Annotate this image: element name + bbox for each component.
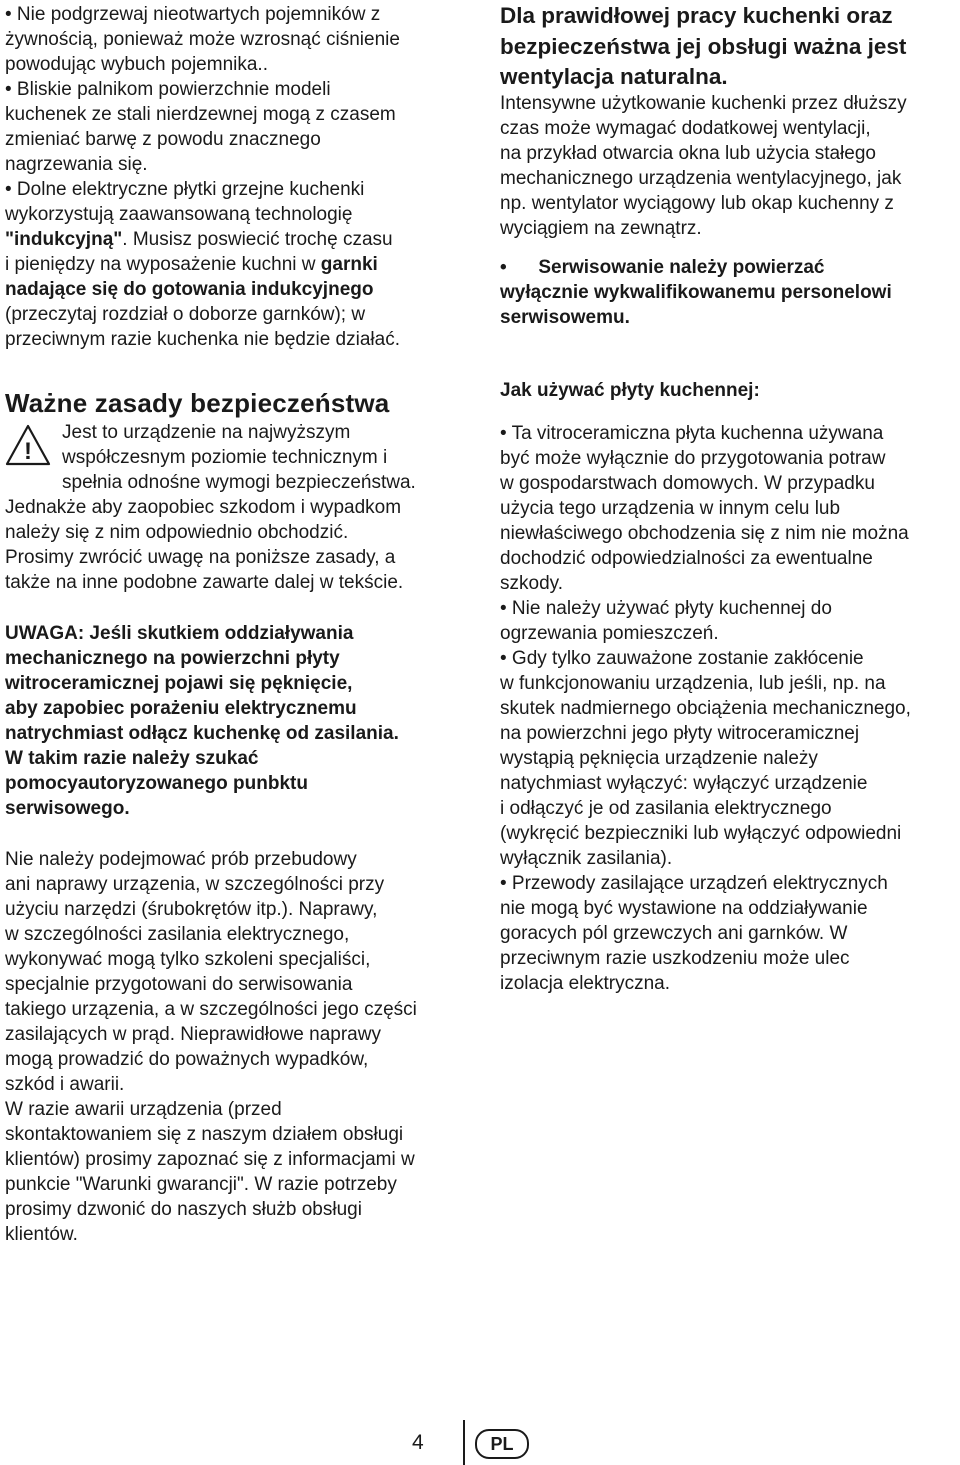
text-line: niewłaściwego obchodzenia się z nim nie można <box>500 523 909 544</box>
text-line: zmieniać barwę z powodu znacznego <box>5 129 321 150</box>
text-line: UWAGA: Jeśli skutkiem oddziaływania <box>5 623 354 644</box>
text-line: wyłącznie wykwalifikowanemu personelowi <box>500 282 892 303</box>
text-line: należy się z nim odpowiednio obchodzić. <box>5 522 349 543</box>
text-line: prosimy dzwonić do naszych służb obsługi <box>5 1199 362 1220</box>
text-line: na przykład otwarcia okna lub użycia stałego <box>500 143 876 164</box>
warning-symbol: ! <box>24 438 32 465</box>
text-line: użyciu narzędzi (śrubokrętów itp.). Naprawy, <box>5 899 378 920</box>
text-line: serwisowemu. <box>500 307 630 328</box>
text-line: • Ta vitroceramiczna płyta kuchenna używana <box>500 423 884 444</box>
text-line: (przeczytaj rozdział o doborze garnków); w <box>5 304 366 325</box>
howto-heading: Jak używać płyty kuchennej: <box>500 380 760 401</box>
text-line: na powierzchni jego płyty witroceramicznej <box>500 723 860 744</box>
text-line: skutek nadmiernego obciążenia mechanicznego, <box>500 698 911 719</box>
text-line: np. wentylator wyciągowy lub okap kuchenny z <box>500 193 894 214</box>
warning-notice <box>5 621 465 821</box>
heading-line: bezpieczeństwa jej obsługi ważna jest <box>500 34 907 59</box>
text-line: także na inne podobne zawarte dalej w tekście. <box>5 572 404 593</box>
text-line: nie mogą być wystawione na oddziaływanie <box>500 898 868 919</box>
text-line: w gospodarstwach domowych. W przypadku <box>500 473 875 494</box>
text-line: klientów) prosimy zapoznać się z informacjami w <box>5 1149 415 1170</box>
repair-text <box>5 847 465 1247</box>
text-line: natychmiast wyłączyć: wyłączyć urządzenie <box>500 773 868 794</box>
text-line: mechanicznego na powierzchni płyty <box>5 648 340 669</box>
page-number: 4 <box>412 1431 424 1454</box>
text-line: wykonywać mogą tylko szkoleni specjaliści, <box>5 949 371 970</box>
text-line: W razie awarii urządzenia (przed <box>5 1099 282 1120</box>
warning-triangle-icon <box>5 424 51 466</box>
text-line: dochodzić odpowiedzialności za ewentualne <box>500 548 873 569</box>
text-line: • Nie podgrzewaj nieotwartych pojemników z <box>5 4 381 25</box>
text-line: żywnością, ponieważ może wzrosnąć ciśnienie <box>5 29 400 50</box>
induction-rest: . Musisz poswiecić trochę czasu <box>122 229 393 250</box>
text-line: • Nie należy używać płyty kuchennej do <box>500 598 832 619</box>
language-badge: PL <box>475 1429 529 1459</box>
text-line: takiego urzązenia, a w szczególności jego części <box>5 999 417 1020</box>
text-line: • Serwisowanie należy powierzać <box>500 257 825 278</box>
text-line: w szczególności zasilania elektrycznego, <box>5 924 350 945</box>
ventilation-text <box>500 91 958 241</box>
text-line: ogrzewania pomieszczeń. <box>500 623 719 644</box>
text-line: wykorzystują zaawansowaną technologię <box>5 204 353 225</box>
text-line: punkcie "Warunki gwarancji". W razie potrzeby <box>5 1174 397 1195</box>
text-line: Intensywne użytkowanie kuchenki przez dłuższy <box>500 93 907 114</box>
right-column <box>500 0 958 996</box>
heading-line: Dla prawidłowej pracy kuchenki oraz <box>500 3 893 28</box>
text-line: zasilających w prąd. Nieprawidłowe naprawy <box>5 1024 381 1045</box>
text-line: klientów. <box>5 1224 78 1245</box>
induction-line2-bold: garnki <box>320 254 378 275</box>
text-line: Nie należy podejmować prób przebudowy <box>5 849 357 870</box>
heading-line: wentylacja naturalna. <box>500 64 728 89</box>
safety-heading: Ważne zasady bezpieczeństwa <box>5 388 390 418</box>
footer-divider <box>463 1420 465 1465</box>
text-line: goracych pól grzewczych ani garnków. W <box>500 923 848 944</box>
text-line: współczesnym poziomie technicznym i <box>62 447 388 468</box>
text-line: Jednakże aby zaopobiec szkodom i wypadkom <box>5 497 402 518</box>
text-line: aby zapobiec porażeniu elektrycznemu <box>5 698 357 719</box>
text-line: natrychmiast odłącz kuchenkę od zasilania. <box>5 723 399 744</box>
text-line: • Gdy tylko zauważone zostanie zakłócenie <box>500 648 864 669</box>
text-line: czas może wymagać dodatkowej wentylacji, <box>500 118 871 139</box>
text-line: skontaktowaniem się z naszym działem obsługi <box>5 1124 404 1145</box>
text-line: • Dolne elektryczne płytki grzejne kuchenki <box>5 179 365 200</box>
text-line: wystąpią pęknięcia urządzenie należy <box>500 748 818 769</box>
text-line: Prosimy zwrócić uwagę na poniższe zasady, a <box>5 547 396 568</box>
ventilation-heading <box>500 0 958 91</box>
text-line: serwisowego. <box>5 798 130 819</box>
text-line: ani naprawy urzązenia, w szczególności przy <box>5 874 385 895</box>
induction-bold: "indukcyjną" <box>5 229 123 250</box>
text-line: • Bliskie palnikom powierzchnie modeli <box>5 79 331 100</box>
text-line <box>5 252 465 277</box>
text-line: mechanicznego urządzenia wentylacyjnego, jak <box>500 168 902 189</box>
text-line: pomocyautoryzowanego punbktu <box>5 773 308 794</box>
safety-intro <box>5 420 465 595</box>
text-line <box>5 227 465 252</box>
induction-line2: i pieniędzy na wyposażenie kuchni w <box>5 254 321 275</box>
intro-text <box>5 2 465 352</box>
text-line: w funkcjonowaniu urządzenia, lub jeśli, np. na <box>500 673 886 694</box>
text-line: szkody. <box>500 573 564 594</box>
text-line: nagrzewania się. <box>5 154 148 175</box>
howto-text <box>500 421 958 996</box>
text-line: W takim razie należy szukać <box>5 748 259 769</box>
text-line: (wykręcić bezpieczniki lub wyłączyć odpowiedni <box>500 823 902 844</box>
text-line: użycia tego urządzenia w innym celu lub <box>500 498 841 519</box>
text-line: i odłączyć je od zasilania elektrycznego <box>500 798 832 819</box>
text-line: witroceramicznej pojawi się pęknięcie, <box>5 673 353 694</box>
text-line: być może wyłącznie do przygotowania potraw <box>500 448 886 469</box>
text-line: kuchenek ze stali nierdzewnej mogą z czasem <box>5 104 396 125</box>
text-line: • Przewody zasilające urządzeń elektrycznych <box>500 873 888 894</box>
service-notice <box>500 255 958 330</box>
text-line: specjalnie przygotowani do serwisowania <box>5 974 353 995</box>
text-line: szkód i awarii. <box>5 1074 125 1095</box>
left-column <box>5 0 465 1247</box>
text-line: spełnia odnośne wymogi bezpieczeństwa. <box>62 472 416 493</box>
text-line: Jest to urządzenie na najwyższym <box>62 422 351 443</box>
text-line: wyłącznik zasilania). <box>500 848 673 869</box>
text-line: przeciwnym razie kuchenka nie będzie działać. <box>5 329 400 350</box>
text-line: przeciwnym razie uszkodzeniu może ulec <box>500 948 850 969</box>
text-line: powodując wybuch pojemnika.. <box>5 54 268 75</box>
text-line: mogą prowadzić do poważnych wypadków, <box>5 1049 369 1070</box>
text-line: wyciągiem na zewnątrz. <box>500 218 702 239</box>
page-footer <box>0 1420 960 1465</box>
text-line: izolacja elektryczna. <box>500 973 671 994</box>
text-line: nadające się do gotowania indukcyjnego <box>5 279 374 300</box>
